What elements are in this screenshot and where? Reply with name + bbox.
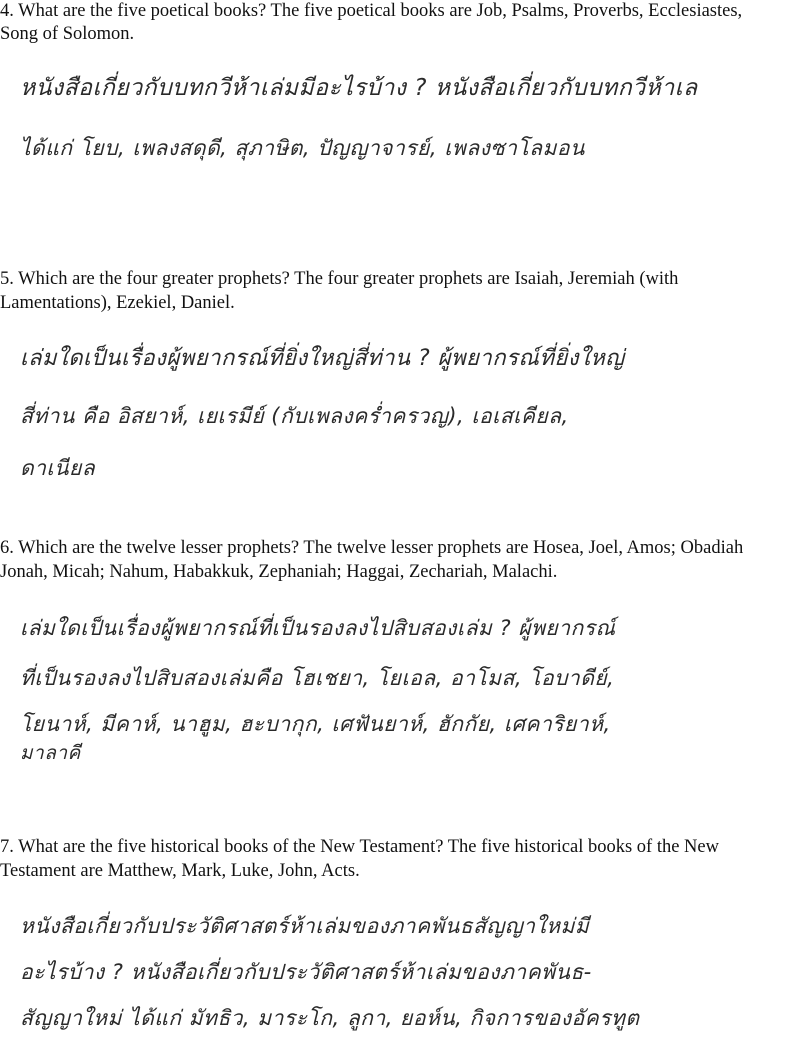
handwritten-answer-line: สัญญาใหม่ ได้แก่ มัทธิว, มาระโก, ลูกา, ยอห์น, กิจการของอัครทูต bbox=[20, 1006, 640, 1030]
handwritten-answer-line: เล่มใดเป็นเรื่องผู้พยากรณ์ที่เป็นรองลงไปสิบสองเล่ม ? ผู้พยากรณ์ bbox=[20, 616, 616, 640]
question-text-line: 5. Which are the four greater prophets? The four greater prophets are Isaiah, Jeremiah (with bbox=[0, 269, 679, 289]
question-text-line: Testament are Matthew, Mark, Luke, John, Acts. bbox=[0, 861, 360, 881]
handwritten-answer-line: มาลาคี bbox=[20, 742, 81, 764]
question-text-line: 4. What are the five poetical books? The five poetical books are Job, Psalms, Proverbs, Ecclesiastes, bbox=[0, 1, 743, 21]
handwritten-answer-line: ที่เป็นรองลงไปสิบสองเล่มคือ โฮเชยา, โยเอล, อาโมส, โอบาดีย์, bbox=[20, 666, 615, 690]
question-text-line: 6. Which are the twelve lesser prophets? The twelve lesser prophets are Hosea, Joel, Amos; Obadiah bbox=[0, 538, 744, 558]
question-text-line: Jonah, Micah; Nahum, Habakkuk, Zephaniah; Haggai, Zechariah, Malachi. bbox=[0, 562, 558, 582]
handwritten-answer-line: อะไรบ้าง ? หนังสือเกี่ยวกับประวัติศาสตร์ห้าเล่มของภาคพันธ- bbox=[20, 960, 592, 984]
handwritten-answer-line: หนังสือเกี่ยวกับบทกวีห้าเล่มมีอะไรบ้าง ? หนังสือเกี่ยวกับบทกวีห้าเล bbox=[20, 75, 698, 101]
handwritten-answer-line: โยนาห์, มีคาห์, นาฮูม, ฮะบากุก, เศฟันยาห์, ฮักกัย, เศคาริยาห์, bbox=[20, 712, 611, 736]
handwritten-answer-line: ดาเนียล bbox=[20, 456, 96, 480]
question-text-line: 7. What are the five historical books of the New Testament? The five historical books of the New bbox=[0, 837, 719, 857]
handwritten-answer-line: ได้แก่ โยบ, เพลงสดุดี, สุภาษิต, ปัญญาจารย์, เพลงซาโลมอน bbox=[20, 136, 585, 160]
question-text-line: Lamentations), Ezekiel, Daniel. bbox=[0, 293, 235, 313]
question-text-line: Song of Solomon. bbox=[0, 24, 135, 44]
handwritten-answer-line: เล่มใดเป็นเรื่องผู้พยากรณ์ที่ยิ่งใหญ่สี่ท่าน ? ผู้พยากรณ์ที่ยิ่งใหญ่ bbox=[20, 346, 625, 371]
handwritten-answer-line: หนังสือเกี่ยวกับประวัติศาสตร์ห้าเล่มของภาคพันธสัญญาใหม่มี bbox=[20, 914, 590, 938]
handwritten-answer-line: สี่ท่าน คือ อิสยาห์, เยเรมีย์ (กับเพลงคร่ำครวญ), เอเสเคียล, bbox=[20, 404, 569, 428]
